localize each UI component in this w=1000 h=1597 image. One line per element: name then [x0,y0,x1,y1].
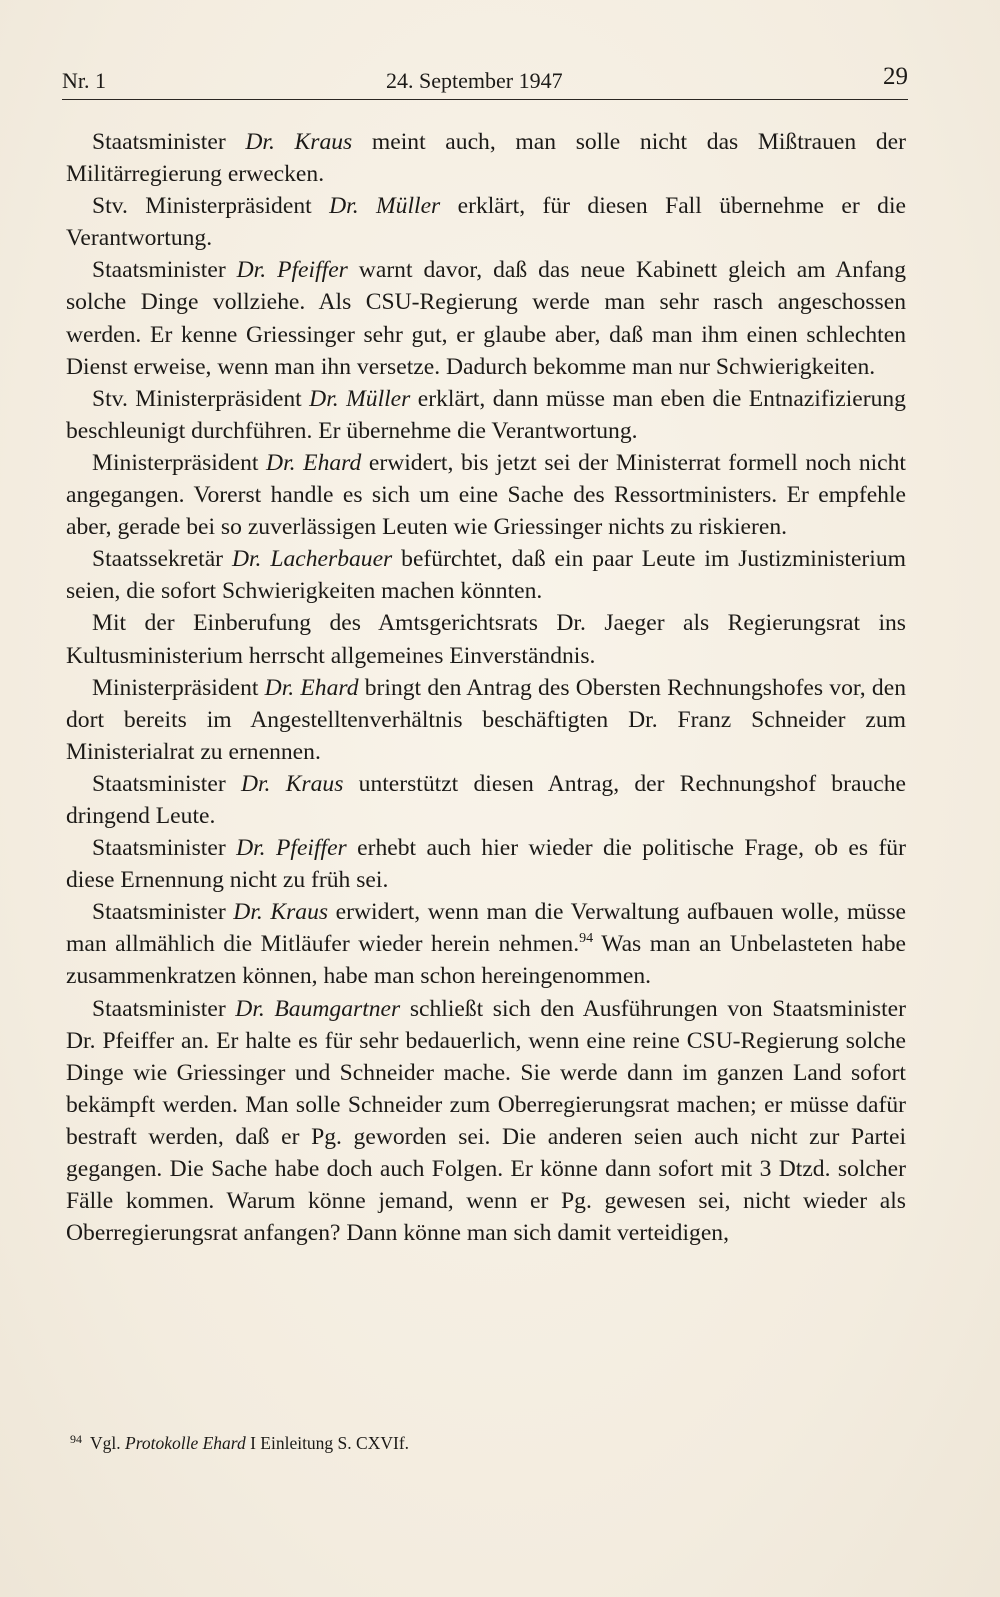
speaker-name: Dr. Kraus [245,129,353,155]
statement: Mit der Einberufung des Amtsgerichtsrats Dr. Jaeger als Regierungsrat ins Kultusministerium herrscht allgemeines Einverständnis. [66,610,906,669]
speaker-name: Dr. Müller [309,385,411,412]
paragraph [66,543,906,607]
footnote-work-title: Protokolle Ehard [125,1433,246,1453]
paragraph [66,768,906,832]
speaker-name: Dr. Ehard [266,449,362,476]
speaker-name: Dr. Baumgartner [235,995,401,1022]
speaker-title: Ministerpräsident [92,674,265,701]
speaker-title: Staatsminister [92,899,234,926]
footnote-prefix: Vgl. [90,1433,125,1453]
statement-continued: Was man an Unbelasteten habe zusammenkratzen können, habe man schon hereingenommen. [66,931,906,990]
statement: erklärt, dann müsse man eben die Entnazifizierung beschleunigt durchführen. Er übernehme die Verantwortung. [66,385,906,444]
paragraph [66,126,906,190]
paragraph [66,447,906,543]
speaker-title: Stv. Ministerpräsident [92,193,330,220]
speaker-name: Dr. Kraus [240,770,344,797]
header-rule [62,99,908,100]
speaker-title: Staatsminister [92,995,236,1022]
paragraph [66,896,906,992]
session-date: 24. September 1947 [386,68,563,93]
statement: erwidert, wenn man die Verwaltung aufbauen wolle, müsse man allmählich die Mitläufer wieder herein nehmen. [66,899,906,958]
statement: unterstützt diesen Antrag, der Rechnungshof brauche dringend Leute. [66,770,906,829]
paragraph [66,993,906,1250]
statement: schließt sich den Ausführungen von Staatsminister Dr. Pfeiffer an. Er halte es für sehr bedauerlich, wenn eine reine CSU-Regierung solche Dinge wie Griessinger und Schneider mache. Sie werde dann im ganzen Land sofort bekämpft werden. Man solle Schneider zum Oberregierungsrat machen; er müsse dafür bestraft werden, daß er Pg. geworden sei. Die anderen seien auch nicht zur Partei gegangen. Die Sache habe doch auch Folgen. Er könne dann sofort mit 3 Dtzd. solcher Fälle kommen. Warum könne jemand, wenn er Pg. gewesen sei, nicht wieder als Oberregierungsrat anfangen? Dann könne man sich damit verteidigen, [66,995,906,1247]
speaker-name: Dr. Müller [329,193,441,220]
statement: erhebt auch hier wieder die politische Frage, ob es für diese Ernennung nicht zu früh sei. [66,835,906,894]
footnote [70,1431,910,1455]
page-number: 29 [883,63,908,90]
statement: erklärt, für diesen Fall übernehme er die Verantwortung. [66,193,906,252]
paragraph [66,672,906,768]
statement: warnt davor, daß das neue Kabinett gleich am Anfang solche Dinge vollziehe. Als CSU-Regierung werde man sehr rasch angeschossen werden. Er kenne Griessinger sehr gut, er glaube aber, daß man ihm einen schlechten Dienst erweise, wenn man ihn versetze. Dadurch bekomme man nur Schwierigkeiten. [66,257,906,380]
footnote-reference[interactable]: 94 [579,931,594,947]
speaker-title: Ministerpräsident [92,449,267,476]
statement: erwidert, bis jetzt sei der Ministerrat formell noch nicht angegangen. Vorerst handle es sich um eine Sache des Ressortministers. Er empfehle aber, gerade bei so zuverlässigen Leuten wie Griessinger nichts zu riskieren. [66,449,906,541]
speaker-title: Staatssekretär [92,546,232,573]
speaker-name: Dr. Kraus [233,899,329,926]
document-number: Nr. 1 [62,68,106,93]
body-text [66,126,906,1249]
statement: bringt den Antrag des Obersten Rechnungshofes vor, den dort bereits im Angestelltenverhältnis beschäftigten Dr. Franz Schneider zum Ministerialrat zu ernennen. [66,674,906,765]
speaker-title: Stv. Ministerpräsident [92,385,310,412]
paragraph [66,383,906,447]
paragraph [66,254,906,382]
speaker-name: Dr. Pfeiffer [236,835,347,862]
speaker-title: Staatsminister [92,257,237,284]
statement: meint auch, man solle nicht das Mißtrauen der Militärregierung erwecken. [66,129,906,188]
paragraph [66,607,906,671]
speaker-title: Staatsminister [92,835,237,862]
speaker-name: Dr. Lacherbauer [231,546,393,573]
speaker-title: Staatsminister [92,129,246,155]
speaker-name: Dr. Pfeiffer [236,257,348,284]
running-header [62,62,908,100]
footnote-reference-text: I Einleitung S. CXVIf. [245,1433,410,1453]
paragraph [66,832,906,896]
speaker-title: Staatsminister [92,770,241,797]
statement: befürchtet, daß ein paar Leute im Justizministerium seien, die sofort Schwierigkeiten machen könnten. [66,546,906,605]
speaker-name: Dr. Ehard [264,674,359,701]
paragraph [66,190,906,254]
footnote-number: 94 [70,1432,82,1446]
